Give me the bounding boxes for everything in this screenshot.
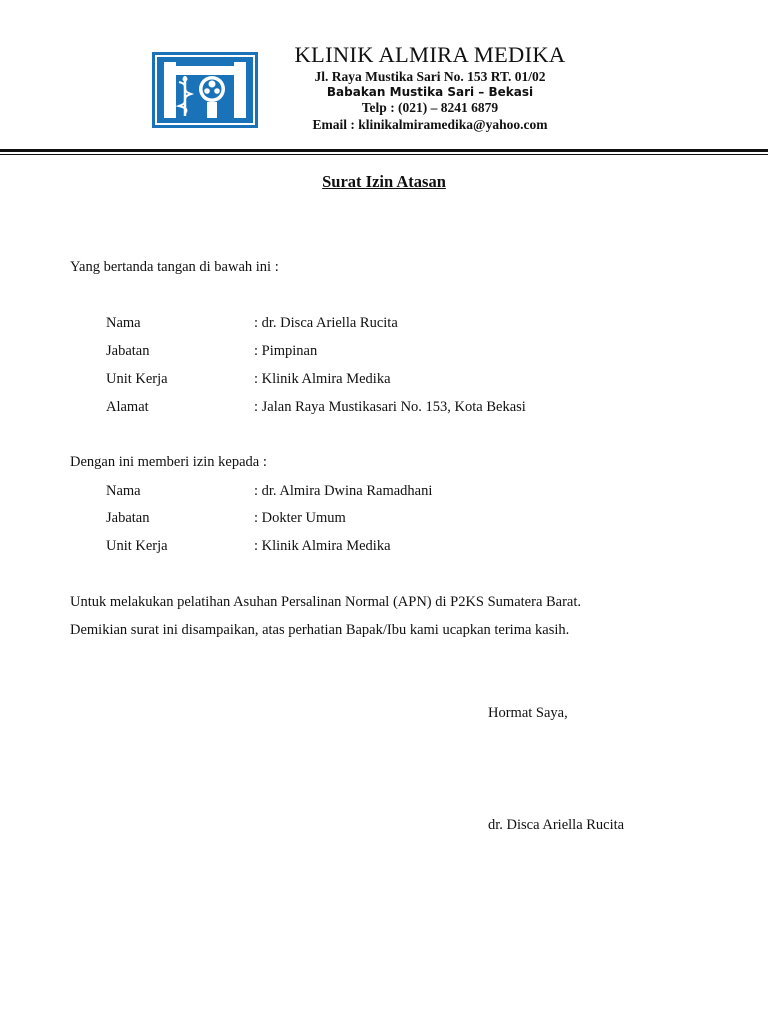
permission-intro-text: Dengan ini memberi izin kepada :	[70, 454, 267, 470]
header-divider-thick	[0, 149, 768, 152]
recipient-field-label: Jabatan	[106, 510, 150, 526]
email-address: Email : klinikalmiramedika@yahoo.com	[312, 117, 548, 132]
signer-field-label: Alamat	[106, 399, 149, 415]
signer-field-value: : Jalan Raya Mustikasari No. 153, Kota Bekasi	[254, 399, 526, 415]
recipient-field-value: : Klinik Almira Medika	[254, 538, 391, 554]
recipient-field-value: : Dokter Umum	[254, 510, 346, 526]
clinic-logo-icon	[152, 52, 258, 128]
signer-field-value: : Pimpinan	[254, 343, 318, 359]
recipient-field-label: Nama	[106, 483, 141, 499]
signer-field-value: : dr. Disca Ariella Rucita	[254, 315, 398, 331]
clinic-name: KLINIK ALMIRA MEDIKA	[294, 42, 566, 67]
header-divider-thin	[0, 154, 768, 155]
address-line-2: Babakan Mustika Sari – Bekasi	[326, 85, 534, 99]
signer-field-value: : Klinik Almira Medika	[254, 371, 391, 387]
intro-text: Yang bertanda tangan di bawah ini :	[70, 259, 279, 275]
address-line-1: Jl. Raya Mustika Sari No. 153 RT. 01/02	[314, 69, 546, 84]
signer-field-label: Unit Kerja	[106, 371, 168, 387]
recipient-field-value: : dr. Almira Dwina Ramadhani	[254, 483, 433, 499]
signer-field-label: Jabatan	[106, 343, 150, 359]
closing-text: Demikian surat ini disampaikan, atas perhatian Bapak/Ibu kami ucapkan terima kasih.	[70, 622, 570, 638]
purpose-text: Untuk melakukan pelatihan Asuhan Persalinan Normal (APN) di P2KS Sumatera Barat.	[70, 594, 582, 610]
document-title: Surat Izin Atasan	[322, 172, 446, 191]
signer-field-label: Nama	[106, 315, 141, 331]
salutation-text: Hormat Saya,	[488, 705, 568, 721]
recipient-field-label: Unit Kerja	[106, 538, 168, 554]
phone-number: Telp : (021) – 8241 6879	[361, 100, 499, 115]
signer-name: dr. Disca Ariella Rucita	[488, 817, 625, 833]
